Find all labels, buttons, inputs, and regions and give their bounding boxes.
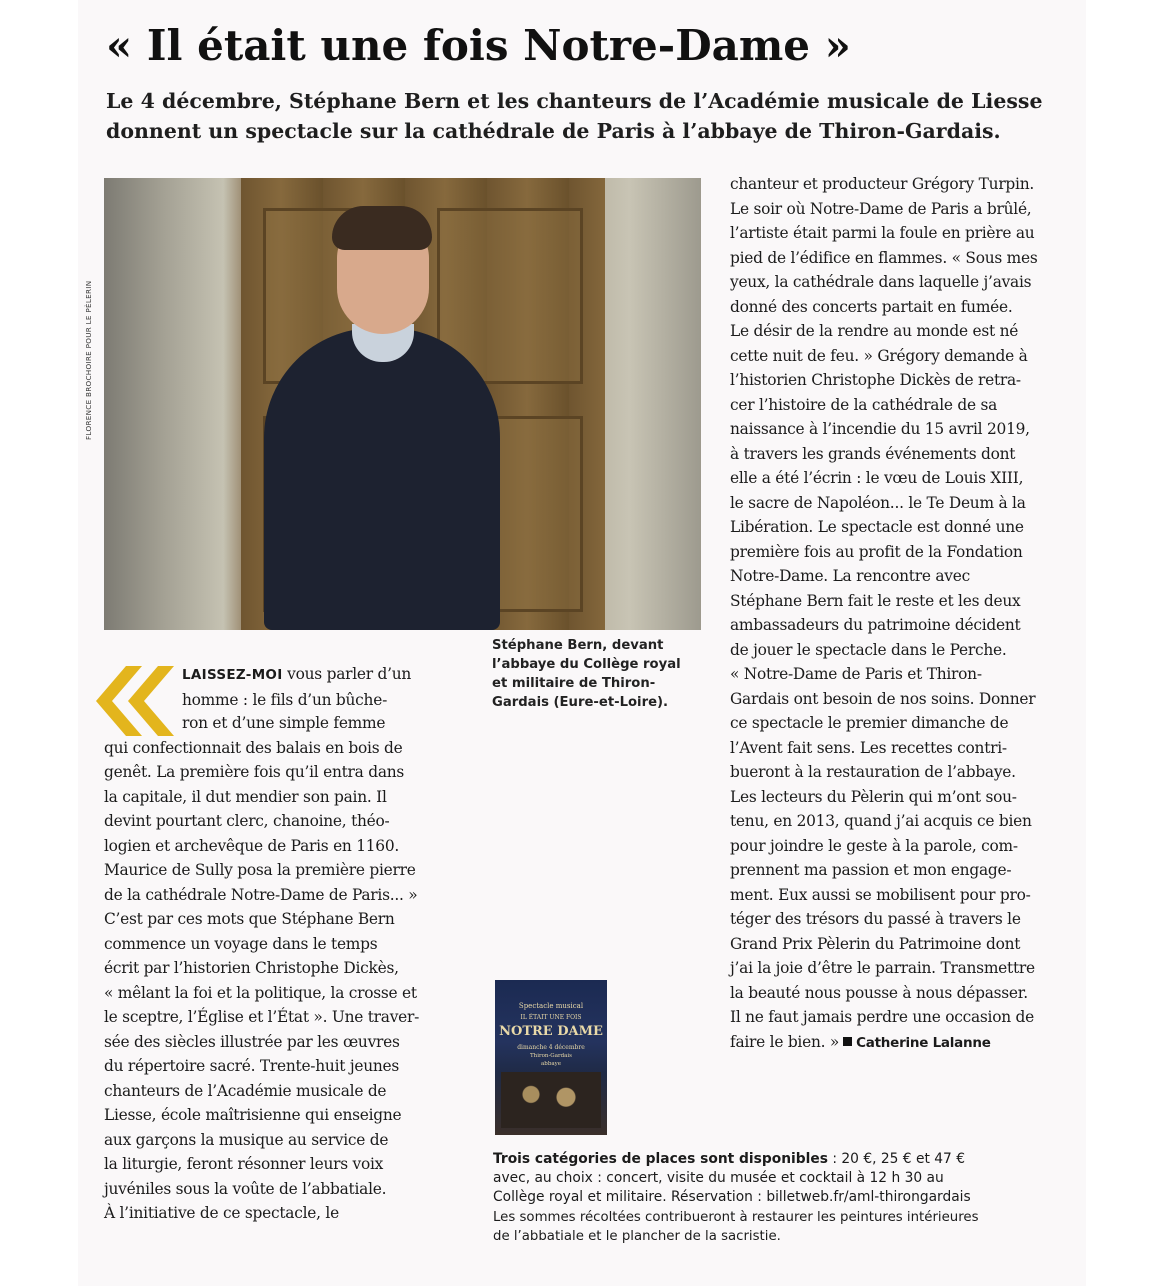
info-line: de l’abbatiale et le plancher de la sacristie. xyxy=(493,1228,781,1244)
body-line: la beauté nous pousse à nous dépasser. xyxy=(730,983,1028,1002)
body-line: écrit par l’historien Christophe Dickès, xyxy=(104,959,399,977)
body-line: logien et archevêque de Paris en 1160. xyxy=(104,836,400,855)
info-line xyxy=(493,1150,1093,1169)
body-line: l’artiste était parmi la foule en prière au xyxy=(730,224,1035,242)
poster-title: NOTRE DAME xyxy=(499,1024,603,1039)
poster-image xyxy=(501,1072,601,1128)
body-line: cer l’histoire de la cathédrale de sa xyxy=(730,395,998,414)
body-line: Gardais ont besoin de nos soins. Donner xyxy=(730,689,1036,708)
body-line: chanteur et producteur Grégory Turpin. xyxy=(730,175,1035,193)
photo-person-hair xyxy=(332,206,432,250)
body-line: devint pourtant clerc, chanoine, théo- xyxy=(104,812,390,830)
article-headline: « Il était une fois Notre-Dame » xyxy=(106,21,851,70)
body-line-signature: faire le bien. » Catherine Lalanne xyxy=(730,1032,991,1051)
body-line: cette nuit de feu. » Grégory demande à xyxy=(730,346,1028,365)
body-line: bueront à la restauration de l’abbaye. xyxy=(730,763,1016,781)
poster-line: dimanche 4 décembre xyxy=(517,1044,585,1051)
body-line: le sceptre, l’Église et l’État ». Une traver- xyxy=(104,1008,420,1026)
photo-credit: FLORENCE BROCHOIRE POUR LE PÈLERIN xyxy=(84,280,93,440)
body-line: À l’initiative de ce spectacle, le xyxy=(104,1204,339,1222)
poster-line: Thiron-Gardais xyxy=(530,1053,572,1059)
body-line: du répertoire sacré. Trente-huit jeunes xyxy=(104,1057,400,1075)
body-line: yeux, la cathédrale dans laquelle j’avais xyxy=(730,273,1032,291)
body-line: juvéniles sous la voûte de l’abbatiale. xyxy=(104,1179,387,1198)
body-line: l’historien Christophe Dickès de retra- xyxy=(730,371,1021,389)
body-line: à travers les grands événements dont xyxy=(730,444,1016,463)
body-line: commence un voyage dans le temps xyxy=(104,934,378,953)
body-line: Les lecteurs du Pèlerin qui m’ont sou- xyxy=(730,787,1017,806)
caption-line: Gardais (Eure-et-Loire). xyxy=(492,695,669,710)
body-line: Maurice de Sully posa la première pierre xyxy=(104,861,416,879)
body-line: Stéphane Bern fait le reste et les deux xyxy=(730,591,1021,610)
body-line: C’est par ces mots que Stéphane Bern xyxy=(104,910,395,928)
body-line: ce spectacle le premier dimanche de xyxy=(730,714,1009,732)
body-line: chanteurs de l’Académie musicale de xyxy=(104,1081,387,1100)
body-line: l’Avent fait sens. Les recettes contri- xyxy=(730,738,1007,757)
photo-person-body xyxy=(264,328,500,630)
poster-line: IL ÉTAIT UNE FOIS xyxy=(520,1014,582,1021)
column-3-text xyxy=(730,172,1086,1055)
body-line: « mêlant la foi et la politique, la crosse et xyxy=(104,983,417,1002)
body-line: donné des concerts partait en fumée. xyxy=(730,297,1013,316)
body-line: elle a été l’écrin : le vœu de Louis XIII, xyxy=(730,469,1024,487)
body-line: « Notre-Dame de Paris et Thiron- xyxy=(730,665,982,683)
info-line: Collège royal et militaire. Réservation : billetweb.fr/aml-thirongardais xyxy=(493,1189,971,1206)
lead-in: LAISSEZ-MOI xyxy=(182,667,283,683)
info-line: Les sommes récoltées contribueront à restaurer les peintures intérieures xyxy=(493,1209,979,1225)
photo-caption xyxy=(492,636,722,712)
body-line: Notre-Dame. La rencontre avec xyxy=(730,567,970,585)
body-line: le sacre de Napoléon... le Te Deum à la xyxy=(730,493,1026,512)
deck-line: Le 4 décembre, Stéphane Bern et les chanteurs de l’Académie musicale de Liesse xyxy=(106,89,1043,113)
body-line: de jouer le spectacle dans le Perche. xyxy=(730,640,1007,659)
body-line: pour joindre le geste à la parole, com- xyxy=(730,836,1018,855)
body-line: téger des trésors du passé à travers le xyxy=(730,910,1021,928)
article-photo xyxy=(104,178,701,630)
body-line: la liturgie, feront résonner leurs voix xyxy=(104,1155,384,1173)
body-line: LAISSEZ-MOI vous parler d’un xyxy=(182,665,412,683)
info-lead: Trois catégories de places sont disponibles xyxy=(493,1151,828,1167)
body-line: ment. Eux aussi se mobilisent pour pro- xyxy=(730,885,1031,904)
caption-line: Stéphane Bern, devant xyxy=(492,638,664,653)
body-line: aux garçons la musique au service de xyxy=(104,1130,389,1149)
body-line: Le soir où Notre-Dame de Paris a brûlé, xyxy=(730,199,1032,218)
body-line: tenu, en 2013, quand j’ai acquis ce bien xyxy=(730,812,1032,830)
body-line: de la cathédrale Notre-Dame de Paris... » xyxy=(104,885,418,904)
body-line: première fois au profit de la Fondation xyxy=(730,542,1023,561)
info-line: avec, au choix : concert, visite du musée et cocktail à 12 h 30 au xyxy=(493,1170,944,1187)
deck-line: donnent un spectacle sur la cathédrale de Paris à l’abbaye de Thiron-Gardais. xyxy=(106,119,1001,143)
body-line: Grand Prix Pèlerin du Patrimoine dont xyxy=(730,934,1021,953)
body-line: genêt. La première fois qu’il entra dans xyxy=(104,763,405,781)
body-line: pied de l’édifice en flammes. « Sous mes xyxy=(730,248,1038,267)
body-line: homme : le fils d’un bûche- xyxy=(182,690,388,709)
author-name: Catherine Lalanne xyxy=(856,1034,991,1051)
body-line: sée des siècles illustrée par les œuvres xyxy=(104,1032,400,1051)
caption-line: et militaire de Thiron- xyxy=(492,676,656,691)
body-line: naissance à l’incendie du 15 avril 2019, xyxy=(730,420,1030,438)
body-line: j’ai la joie d’être le parrain. Transmettre xyxy=(730,959,1035,977)
caption-line: l’abbaye du Collège royal xyxy=(492,657,681,672)
event-info-box xyxy=(493,1150,1093,1246)
magazine-page xyxy=(78,0,1086,1286)
body-line: Liesse, école maîtrisienne qui enseigne xyxy=(104,1106,402,1124)
article-deck xyxy=(106,86,1066,146)
body-line: prennent ma passion et mon engage- xyxy=(730,861,1012,879)
column-1-intro xyxy=(182,662,474,712)
poster-line: Spectacle musical xyxy=(518,1002,584,1010)
column-1-text xyxy=(104,711,474,1226)
body-line: Il ne faut jamais perdre une occasion de xyxy=(730,1008,1034,1026)
event-poster xyxy=(495,980,607,1135)
body-line: qui confectionnait des balais en bois de xyxy=(104,738,403,757)
poster-line: abbaye xyxy=(541,1061,561,1067)
body-line: ron et d’une simple femme xyxy=(182,714,386,732)
info-prices: : 20 €, 25 € et 47 € xyxy=(827,1151,965,1167)
body-line: Libération. Le spectacle est donné une xyxy=(730,518,1024,536)
end-square-icon xyxy=(843,1037,852,1046)
body-line: ambassadeurs du patrimoine décident xyxy=(730,616,1021,634)
body-line: la capitale, il dut mendier son pain. Il xyxy=(104,787,387,806)
body-line: Le désir de la rendre au monde est né xyxy=(730,322,1019,340)
